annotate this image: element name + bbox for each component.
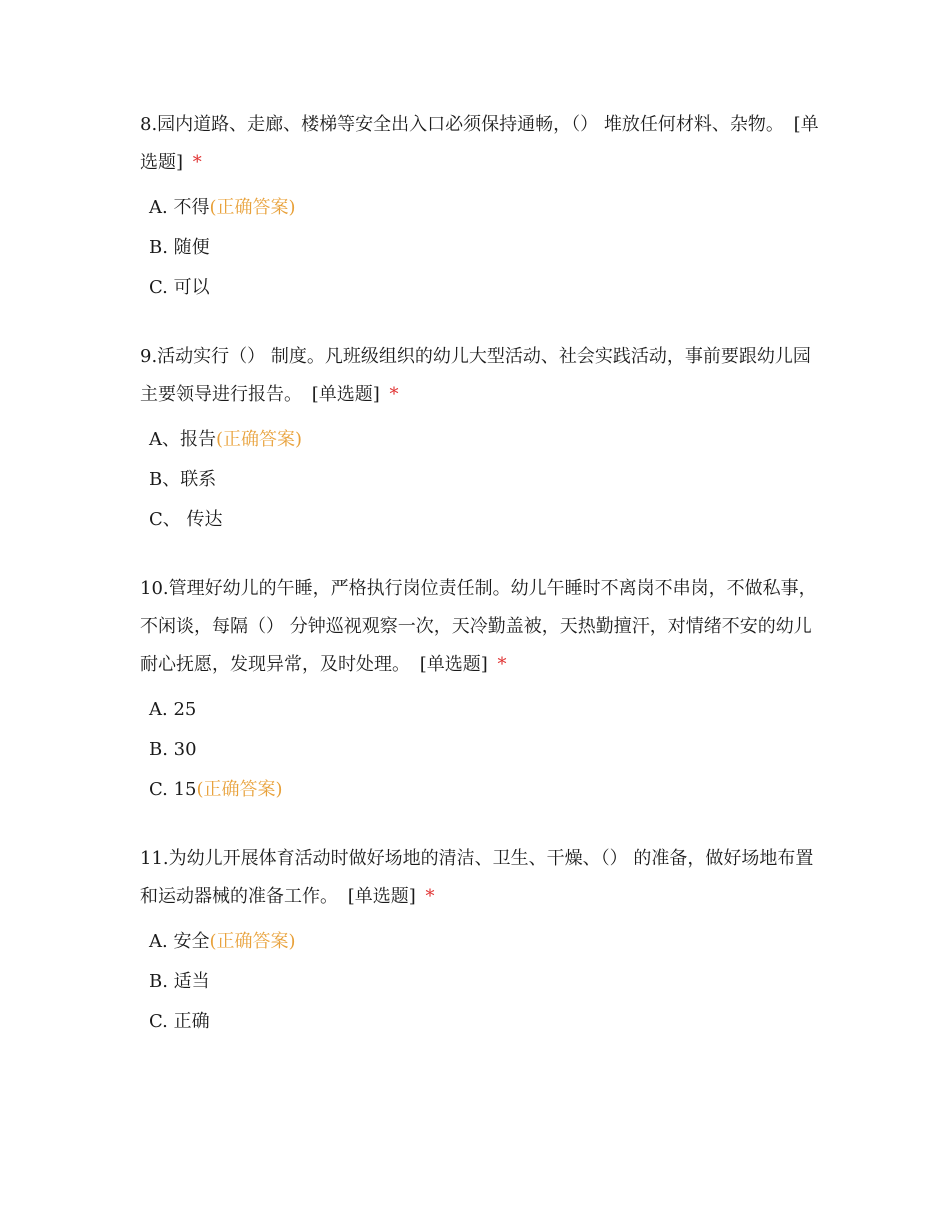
question-body: 11.为幼儿开展体育活动时做好场地的清洁、卫生、干燥、（） 的准备，做好场地布置和运动器械的准备工作。 [140,848,814,907]
question-8 [140,106,820,308]
correct-answer-tag: (正确答案) [209,931,296,952]
option-label: B. 30 [149,739,197,760]
question-body: 10.管理好幼儿的午睡，严格执行岗位责任制。幼儿午睡时不离岗不串岗，不做私事，不闲谈，每隔（） 分钟巡视观察一次，天冷勤盖被，天热勤擅汗，对情绪不安的幼儿耐心抚愿，发现异常，及时处理。 [140,578,817,675]
option-c [140,770,820,810]
question-body: 8.园内道路、走廊、楼梯等安全出入口必须保持通畅，（） 堆放任何材料、杂物。 [140,114,784,135]
required-mark: * [389,384,399,405]
option-label: C、 传达 [149,509,223,530]
question-text [140,338,820,414]
required-mark: * [497,654,507,675]
question-11 [140,840,820,1042]
option-label: A、报告 [149,429,216,450]
option-c [140,1002,820,1042]
question-text [140,840,820,916]
option-c [140,500,820,540]
required-mark: * [425,886,435,907]
question-text [140,570,820,684]
correct-answer-tag: (正确答案) [196,779,283,800]
question-type: [单选题] [419,654,488,675]
option-label: A. 25 [149,699,197,720]
question-10 [140,570,820,810]
option-label: C. 可以 [149,277,210,298]
option-c [140,268,820,308]
question-type: [单选题] [347,886,416,907]
correct-answer-tag: (正确答案) [209,197,296,218]
required-mark: * [192,152,202,173]
question-text [140,106,820,182]
option-a [140,188,820,228]
question-body: 9.活动实行（） 制度。凡班级组织的幼儿大型活动、社会实践活动，事前要跟幼儿园主要领导进行报告。 [140,346,811,405]
option-label: A. 不得 [149,197,210,218]
option-b [140,228,820,268]
option-label: B、联系 [149,469,217,490]
option-label: A. 安全 [149,931,210,952]
option-b [140,962,820,1002]
question-type: [单选题] [311,384,380,405]
question-9 [140,338,820,540]
option-b [140,460,820,500]
option-label: C. 正确 [149,1011,210,1032]
option-label: B. 适当 [149,971,210,992]
option-label: C. 15 [149,779,197,800]
option-a [140,690,820,730]
option-label: B. 随便 [149,237,210,258]
correct-answer-tag: (正确答案) [216,429,303,450]
question-list [140,106,820,1072]
option-b [140,730,820,770]
option-a [140,420,820,460]
question-type: [单选题] [140,114,819,173]
option-a [140,922,820,962]
